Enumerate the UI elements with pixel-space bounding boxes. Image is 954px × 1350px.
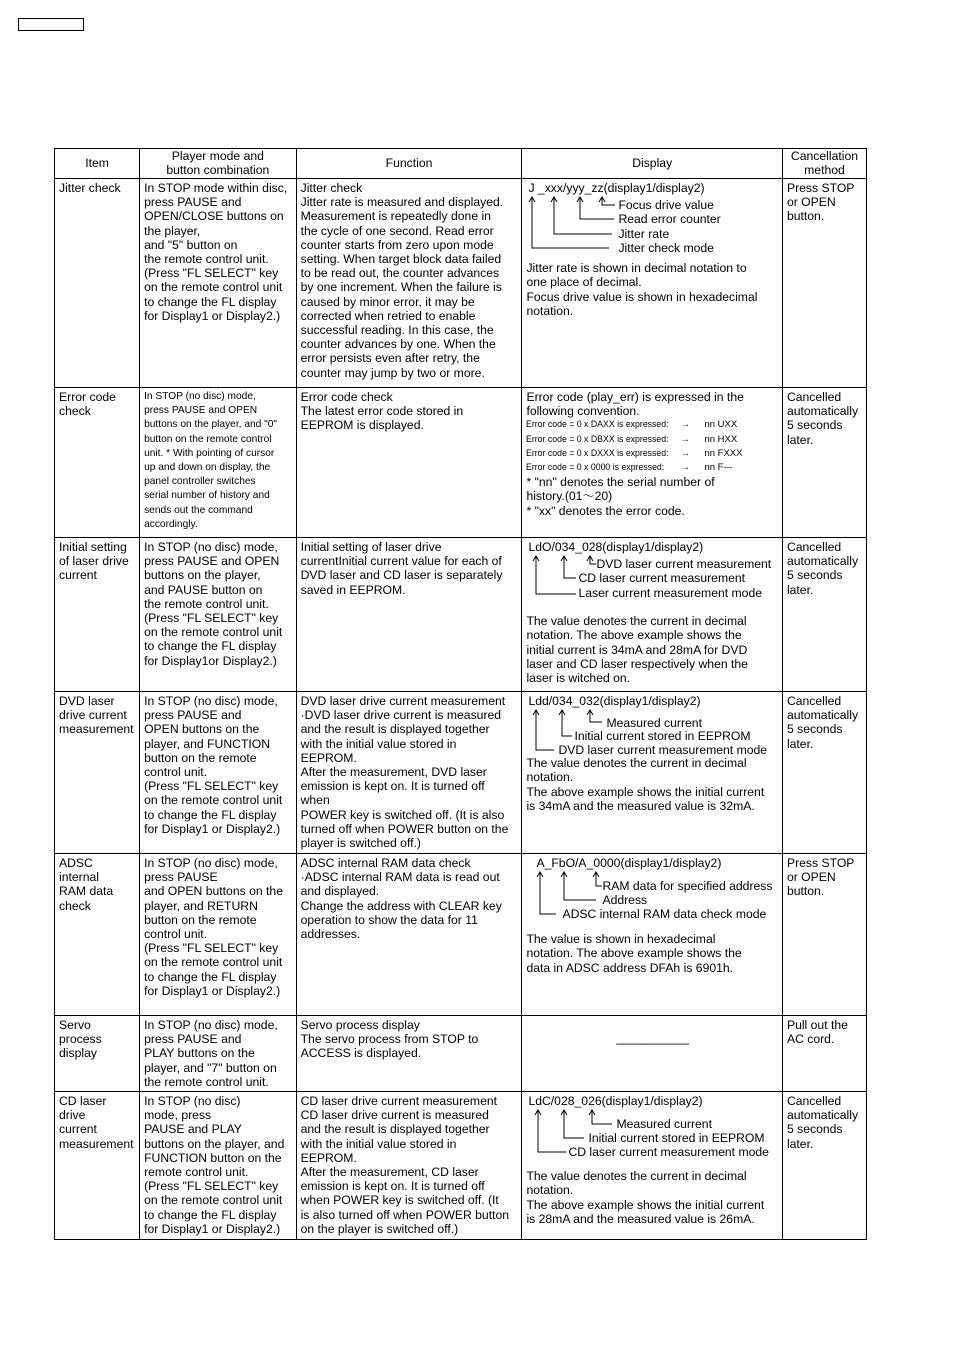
table-row	[55, 1016, 867, 1092]
display-annotation	[526, 195, 779, 256]
display-label: Read error counter	[618, 212, 721, 227]
display-cell	[522, 1016, 783, 1092]
convention-result: nn FXXX	[704, 447, 743, 459]
arrow-icon: →	[680, 447, 690, 459]
display-label: Focus drive value	[618, 198, 714, 213]
table-row	[55, 538, 867, 692]
display-placeholder: ——————	[616, 1036, 690, 1050]
item-cell: Error code check	[55, 388, 140, 538]
page-number-box	[18, 18, 84, 31]
mode-cell: In STOP (no disc) mode, press PAUSE and OPEN buttons on the player, and "0" button on the remote control unit. * With pointing of cursor up and down on display, the panel controller switches serial number of history and sends out the command accordingly.	[140, 388, 297, 538]
header-display: Display	[522, 149, 783, 179]
function-cell: Servo process display The servo process from STOP to ACCESS is displayed.	[296, 1016, 522, 1092]
cancel-cell: Press STOP or OPEN button.	[782, 854, 866, 1016]
convention-code: Error code = 0 x DAXX is expressed:	[526, 419, 670, 431]
convention-line	[526, 433, 779, 447]
display-code: LdC/028_026(display1/display2)	[528, 1094, 703, 1109]
convention-code: Error code = 0 x 0000 is expressed:	[526, 462, 665, 474]
display-label: Address	[602, 893, 648, 908]
display-cell	[522, 179, 783, 388]
cancel-cell: Cancelled automatically 5 seconds later.	[782, 538, 866, 692]
item-cell: Jitter check	[55, 179, 140, 388]
mode-cell: In STOP (no disc) mode, press PAUSE and PLAY buttons on the player, and "7" button on the remote control unit.	[140, 1016, 297, 1092]
display-note: * "nn" denotes the serial number of history.(01〜20) * "xx" denotes the error code.	[526, 475, 715, 518]
display-note: The value is shown in hexadecimal notation. The above example shows the data in ADSC address DFAh is 6901h.	[526, 932, 742, 975]
function-cell: Error code check The latest error code stored in EEPROM is displayed.	[296, 388, 522, 538]
table-row	[55, 179, 867, 388]
display-label: CD laser current measurement mode	[568, 1145, 769, 1160]
function-cell: ADSC internal RAM data check ·ADSC internal RAM data is read out and displayed. Change the address with CLEAR key operation to show the data for 11 addresses.	[296, 854, 522, 1016]
function-cell: CD laser drive current measurement CD laser drive current is measured and the result is displayed together with the initial value stored in EEPROM. After the measurement, CD laser emission is kept on. It is turned off when POWER key is switched off. (It is also turned off when POWER button on the player is switched off.)	[296, 1092, 522, 1240]
pointer-lines	[526, 195, 616, 255]
convention-result: nn HXX	[704, 433, 738, 445]
convention-line	[526, 418, 779, 432]
arrow-icon: →	[680, 433, 690, 445]
display-code: A_FbO/A_0000(display1/display2)	[536, 856, 722, 870]
display-intro: Error code (play_err) is expressed in the following convention.	[526, 390, 744, 419]
header-item: Item	[55, 149, 140, 179]
display-label: Jitter rate	[618, 227, 670, 242]
item-cell: DVD laser drive current measurement	[55, 692, 140, 854]
display-label: DVD laser current measurement mode	[558, 743, 768, 758]
convention-result: nn UXX	[704, 419, 738, 431]
header-function: Function	[296, 149, 522, 179]
display-cell	[522, 538, 783, 692]
display-note: The value denotes the current in decimal notation. The above example shows the initial current is 34mA and 28mA for DVD laser and CD laser respectively when the laser is witched on.	[526, 614, 748, 686]
service-mode-table	[54, 148, 867, 1240]
display-label: ADSC internal RAM data check mode	[562, 907, 767, 922]
cancel-cell: Cancelled automatically 5 seconds later.	[782, 1092, 866, 1240]
display-cell	[522, 854, 783, 1016]
function-cell: Jitter check Jitter rate is measured and displayed. Measurement is repeatedly done in the cycle of one second. Read error counter starts from zero upon mode setting. When target block data failed to be read out, the counter advances by one increment. When the failure is caused by minor error, it may be corrected when retried to enable successful reading. In this case, the counter advances by one. When the error persists even after retry, the counter may jump by two or more.	[296, 179, 522, 388]
display-code: J _xxx/yyy_zz(display1/display2)	[528, 181, 705, 195]
display-code: Ldd/034_032(display1/display2)	[528, 694, 701, 708]
arrow-icon: →	[680, 419, 690, 431]
item-cell: CD laser drive current measurement	[55, 1092, 140, 1240]
function-cell: DVD laser drive current measurement ·DVD laser drive current is measured and the result is displayed together with the initial value stored in EEPROM. After the measurement, DVD laser emission is kept on. It is turned off when POWER key is switched off. (It is also turned off when POWER button on the player is switched off.)	[296, 692, 522, 854]
convention-line	[526, 447, 779, 461]
display-label: Initial current stored in EEPROM	[574, 729, 751, 744]
mode-cell: In STOP mode within disc, press PAUSE and OPEN/CLOSE buttons on the player, and "5" button on the remote control unit. (Press "FL SELECT" key on the remote control unit to change the FL display for Display1 or Display2.)	[140, 179, 297, 388]
display-annotation	[526, 870, 779, 920]
display-label: Initial current stored in EEPROM	[588, 1131, 765, 1146]
convention-result: nn F---	[704, 462, 733, 474]
display-cell	[522, 1092, 783, 1240]
convention-line	[526, 461, 779, 475]
function-cell: Initial setting of laser drive currentInitial current value for each of DVD laser and CD laser is separately saved in EEPROM.	[296, 538, 522, 692]
display-label: CD laser current measurement	[578, 571, 746, 586]
table-row	[55, 388, 867, 538]
display-note: The value denotes the current in decimal notation. The above example shows the initial current is 28mA and the measured value is 26mA.	[526, 1169, 765, 1226]
display-annotation	[526, 1108, 779, 1158]
display-annotation	[526, 708, 779, 756]
convention-code: Error code = 0 x DXXX is expressed:	[526, 447, 670, 459]
display-note: Jitter rate is shown in decimal notation to one place of decimal. Focus drive value is shown in hexadecimal notation.	[526, 261, 758, 318]
display-label: Laser current measurement mode	[578, 586, 763, 601]
table-row	[55, 854, 867, 1016]
cancel-cell: Cancelled automatically 5 seconds later.	[782, 388, 866, 538]
display-label: RAM data for specified address	[602, 879, 773, 894]
table-header-row	[55, 149, 867, 179]
convention-code: Error code = 0 x DBXX is expressed:	[526, 433, 670, 445]
mode-cell: In STOP (no disc) mode, press PAUSE and OPEN buttons on the player, and FUNCTION button on the remote control unit. (Press "FL SELECT" key on the remote control unit to change the FL display for Display1 or Display2.)	[140, 692, 297, 854]
cancel-cell: Press STOP or OPEN button.	[782, 179, 866, 388]
display-note: The value denotes the current in decimal notation. The above example shows the initial current is 34mA and the measured value is 32mA.	[526, 756, 765, 813]
cancel-cell: Cancelled automatically 5 seconds later.	[782, 692, 866, 854]
display-label: Measured current	[616, 1117, 712, 1132]
item-cell: Servo process display	[55, 1016, 140, 1092]
display-code: LdO/034_028(display1/display2)	[528, 540, 704, 554]
mode-cell: In STOP (no disc) mode, press PAUSE and OPEN buttons on the player, and PAUSE button on the remote control unit. (Press "FL SELECT" key on the remote control unit to change the FL display for Display1or Display2.)	[140, 538, 297, 692]
cancel-cell: Pull out the AC cord.	[782, 1016, 866, 1092]
display-annotation	[526, 554, 779, 600]
arrow-icon: →	[680, 462, 690, 474]
table-row	[55, 1092, 867, 1240]
mode-cell: In STOP (no disc) mode, press PAUSE and OPEN buttons on the player, and RETURN button on the remote control unit. (Press "FL SELECT" key on the remote control unit to change the FL display for Display1 or Display2.)	[140, 854, 297, 1016]
item-cell: ADSC internal RAM data check	[55, 854, 140, 1016]
mode-cell: In STOP (no disc) mode, press PAUSE and PLAY buttons on the player, and FUNCTION button on the remote control unit. (Press "FL SELECT" key on the remote control unit to change the FL display for Display1 or Display2.)	[140, 1092, 297, 1240]
header-cancellation: Cancellation method	[782, 149, 866, 179]
header-player-mode: Player mode and button combination	[140, 149, 297, 179]
table-row	[55, 692, 867, 854]
display-cell	[522, 692, 783, 854]
item-cell: Initial setting of laser drive current	[55, 538, 140, 692]
display-label: Jitter check mode	[618, 241, 714, 256]
display-cell	[522, 388, 783, 538]
display-label: Measured current	[606, 716, 702, 731]
display-label: DVD laser current measurement	[596, 557, 772, 572]
